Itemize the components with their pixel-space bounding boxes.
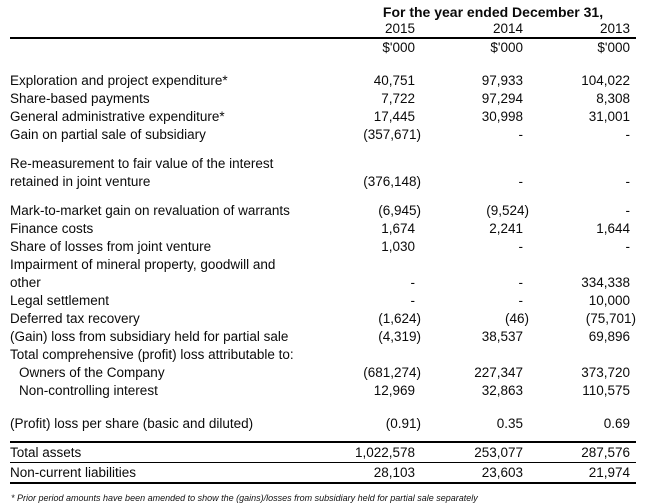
- cell-value: -: [625, 174, 631, 189]
- cell-value: 38,537: [481, 329, 523, 344]
- value-cell: [421, 108, 529, 126]
- value-cell: [350, 346, 421, 364]
- spacer-row: [10, 144, 636, 155]
- cell-value: (6,945): [378, 203, 421, 218]
- unit-label: $'000: [382, 40, 415, 55]
- cell-value: -: [625, 239, 631, 254]
- row-label-text: Non-controlling interest: [19, 383, 158, 398]
- value-cell: [529, 292, 636, 310]
- value-cell: [421, 126, 529, 144]
- row-label-text: Impairment of mineral property, goodwill and: [10, 257, 276, 272]
- cell-value: 40,751: [373, 73, 415, 88]
- cell-value: (357,671): [363, 127, 421, 142]
- value-cell: [529, 90, 636, 108]
- table-row: [10, 328, 636, 346]
- row-label-text-line2: other: [10, 275, 41, 290]
- table-row: [10, 202, 636, 220]
- spacer-row: [10, 191, 636, 202]
- value-cell: [350, 382, 421, 400]
- row-label-text: Total assets: [10, 445, 82, 460]
- table-row: [10, 382, 636, 400]
- cell-value: 104,022: [581, 73, 631, 88]
- units-row: [10, 38, 636, 56]
- table-row: [10, 256, 636, 292]
- unit-label: $'000: [597, 40, 631, 55]
- cell-value: 10,000: [588, 293, 631, 308]
- value-cell: [529, 442, 636, 463]
- value-cell: [529, 108, 636, 126]
- value-cell: [350, 256, 421, 292]
- value-cell: [421, 415, 529, 433]
- header-gap: [10, 56, 636, 72]
- cell-value: (4,319): [378, 329, 421, 344]
- value-cell: [529, 463, 636, 484]
- financial-table: [10, 4, 636, 484]
- row-label-text: (Gain) loss from subsidiary held for partial sale: [10, 329, 289, 344]
- cell-value: 97,294: [481, 91, 523, 106]
- cell-value: -: [410, 293, 415, 308]
- table-header-row: [10, 4, 636, 21]
- row-label: [10, 346, 350, 364]
- value-cell: [350, 292, 421, 310]
- value-cell: [350, 72, 421, 90]
- row-label: [10, 108, 350, 126]
- table-row: [10, 72, 636, 90]
- row-label-text: Gain on partial sale of subsidiary: [10, 127, 206, 142]
- cell-value: 287,576: [581, 445, 631, 460]
- year-header-row: [10, 21, 636, 38]
- row-label: [10, 238, 350, 256]
- cell-value: (0.91): [385, 416, 421, 431]
- row-label: [10, 202, 350, 220]
- value-cell: [529, 220, 636, 238]
- row-label: [10, 90, 350, 108]
- value-cell: [421, 328, 529, 346]
- row-label: [10, 463, 350, 484]
- unit-label: $'000: [490, 40, 523, 55]
- value-cell: [421, 310, 529, 328]
- table-row: [10, 364, 636, 382]
- value-cell: [350, 126, 421, 144]
- row-label-text-line2: retained in joint venture: [10, 174, 151, 189]
- cell-value: (75,701): [585, 311, 637, 326]
- value-cell: [350, 463, 421, 484]
- row-label: [10, 220, 350, 238]
- value-cell: [350, 202, 421, 220]
- cell-value: 31,001: [588, 109, 631, 124]
- table-row: [10, 155, 636, 191]
- cell-value: 1,022,578: [354, 445, 415, 460]
- row-label-text: Deferred tax recovery: [10, 311, 140, 326]
- value-cell: [529, 126, 636, 144]
- value-cell: [421, 442, 529, 463]
- cell-value: 32,863: [481, 383, 523, 398]
- row-label: [10, 310, 350, 328]
- row-label-text: Non-current liabilities: [10, 465, 137, 480]
- footnote: * Prior period amounts have been amended to show the (gains)/losses from subsidiary held for partial sale separately: [11, 493, 478, 503]
- value-cell: [421, 463, 529, 484]
- table-row: [10, 310, 636, 328]
- cell-value: -: [518, 293, 523, 308]
- table-row: [10, 415, 636, 433]
- table-row: [10, 463, 636, 484]
- summary-section: [10, 442, 636, 483]
- cell-value: 7,722: [381, 91, 415, 106]
- value-cell: [350, 328, 421, 346]
- row-label-text: Owners of the Company: [19, 365, 165, 380]
- value-cell: [421, 292, 529, 310]
- cell-value: (681,274): [363, 365, 421, 380]
- cell-value: 0.35: [496, 416, 523, 431]
- cell-value: 1,030: [381, 239, 415, 254]
- value-cell: [529, 72, 636, 90]
- cell-value: -: [410, 275, 415, 290]
- value-cell: [350, 442, 421, 463]
- cell-value: (1,624): [378, 311, 421, 326]
- value-cell: [421, 364, 529, 382]
- row-label-text: (Profit) loss per share (basic and diluted): [10, 416, 254, 431]
- value-cell: [421, 155, 529, 191]
- cell-value: 110,575: [582, 383, 631, 398]
- value-cell: [529, 328, 636, 346]
- cell-value: 253,077: [474, 445, 523, 460]
- table-row: [10, 238, 636, 256]
- row-label-text: Total comprehensive (profit) loss attributable to:: [10, 347, 294, 362]
- row-label-text: Exploration and project expenditure*: [10, 73, 228, 88]
- value-cell: [350, 155, 421, 191]
- table-row: [10, 108, 636, 126]
- table-row: [10, 346, 636, 364]
- value-cell: [529, 415, 636, 433]
- value-cell: [529, 310, 636, 328]
- cell-value: -: [518, 174, 523, 189]
- cell-value: -: [518, 127, 523, 142]
- table-row: [10, 442, 636, 463]
- table-row: [10, 292, 636, 310]
- value-cell: [529, 256, 636, 292]
- value-cell: [421, 90, 529, 108]
- row-label: [10, 382, 350, 400]
- cell-value: 227,347: [474, 365, 523, 380]
- value-cell: [421, 72, 529, 90]
- pre-summary-gap: [10, 433, 636, 442]
- spacer-row: [10, 400, 636, 415]
- cell-value: 30,998: [481, 109, 523, 124]
- row-label-text: Share-based payments: [10, 91, 150, 106]
- row-label-text: Mark-to-market gain on revaluation of warrants: [10, 203, 290, 218]
- value-cell: [529, 346, 636, 364]
- cell-value: 334,338: [581, 275, 631, 290]
- row-label: [10, 155, 350, 191]
- row-label: [10, 126, 350, 144]
- value-cell: [350, 364, 421, 382]
- row-label-text: Share of losses from joint venture: [10, 239, 212, 254]
- value-cell: [350, 90, 421, 108]
- cell-value: 2,241: [489, 221, 523, 236]
- row-label: [10, 292, 350, 310]
- cell-value: 12,969: [373, 383, 415, 398]
- cell-value: 97,933: [481, 73, 523, 88]
- value-cell: [529, 238, 636, 256]
- cell-value: -: [625, 127, 631, 142]
- row-label: [10, 415, 350, 433]
- value-cell: [421, 256, 529, 292]
- cell-value: 69,896: [588, 329, 631, 344]
- value-cell: [350, 310, 421, 328]
- value-cell: [529, 382, 636, 400]
- table-row: [10, 126, 636, 144]
- table-row: [10, 220, 636, 238]
- value-cell: [421, 220, 529, 238]
- value-cell: [529, 364, 636, 382]
- cell-value: -: [518, 275, 523, 290]
- cell-value: -: [518, 239, 523, 254]
- value-cell: [350, 238, 421, 256]
- cell-value: 23,603: [481, 465, 523, 480]
- table-row: [10, 90, 636, 108]
- cell-value: 1,674: [381, 221, 415, 236]
- cell-value: -: [625, 203, 631, 218]
- row-label: [10, 364, 350, 382]
- cell-value: (46): [504, 311, 529, 326]
- year-column-header-2014: 2014: [492, 21, 523, 36]
- value-cell: [350, 108, 421, 126]
- cell-value: (376,148): [363, 174, 421, 189]
- cell-value: 1,644: [596, 221, 631, 236]
- year-column-header-2013: 2013: [599, 21, 631, 36]
- value-cell: [350, 415, 421, 433]
- value-cell: [421, 238, 529, 256]
- value-cell: [421, 346, 529, 364]
- cell-value: 21,974: [588, 465, 631, 480]
- value-cell: [421, 202, 529, 220]
- row-label-text: Re-measurement to fair value of the interest: [10, 156, 274, 171]
- value-cell: [529, 155, 636, 191]
- row-label-text: Finance costs: [10, 221, 94, 236]
- value-cell: [421, 382, 529, 400]
- row-label: [10, 328, 350, 346]
- cell-value: 373,720: [581, 365, 631, 380]
- cell-value: (9,524): [486, 203, 529, 218]
- page-title: For the year ended December 31,: [382, 4, 604, 20]
- row-label: [10, 256, 350, 292]
- value-cell: [350, 220, 421, 238]
- value-cell: [529, 202, 636, 220]
- row-label: [10, 442, 350, 463]
- row-label-text: General administrative expenditure*: [10, 109, 225, 124]
- cell-value: 8,308: [596, 91, 631, 106]
- row-label: [10, 72, 350, 90]
- row-label-text: Legal settlement: [10, 293, 110, 308]
- table-body: [10, 72, 636, 433]
- cell-value: 0.69: [603, 416, 631, 431]
- cell-value: 28,103: [373, 465, 415, 480]
- cell-value: 17,445: [373, 109, 415, 124]
- year-column-header-2015: 2015: [384, 21, 415, 36]
